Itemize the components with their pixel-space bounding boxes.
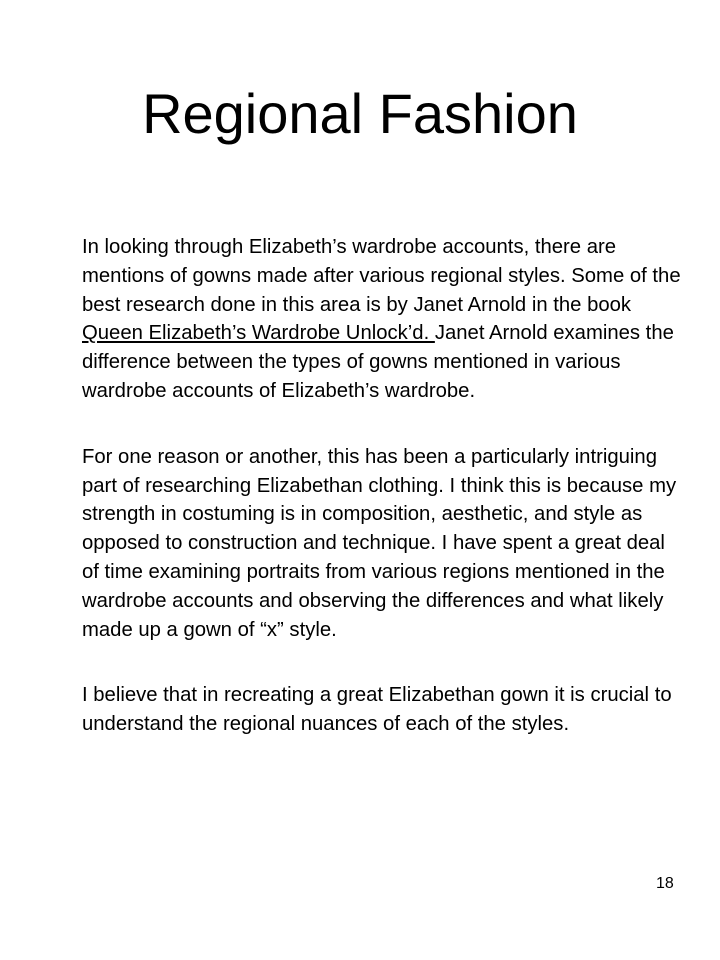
page-number: 18 xyxy=(656,875,674,892)
paragraph-1 xyxy=(82,233,682,406)
paragraph-1-intro: In looking through Elizabeth’s wardrobe accounts, there are mentions of gowns made after various regional styles. Some of the best research done in this area is by Janet Arnold in the book xyxy=(82,236,681,316)
paragraph-2: For one reason or another, this has been a particularly intriguing part of researching Elizabethan clothing. I think this is because my strength in costuming is in composition, aesthetic, and style as opposed to construction and technique. I have spent a great deal of time examining portraits from various regions mentioned in the wardrobe accounts and observing the differences and what likely made up a gown of “x” style. xyxy=(82,445,677,641)
book-title: Queen Elizabeth’s Wardrobe Unlock’d. xyxy=(82,322,435,345)
paragraph-3: I believe that in recreating a great Elizabethan gown it is crucial to understand the regional nuances of each of the styles. xyxy=(82,684,672,736)
paragraph-1-rest: Janet Arnold examines the difference between the types of gowns mentioned in various wardrobe accounts of Elizabeth’s wardrobe. xyxy=(82,322,674,402)
page-title: Regional Fashion xyxy=(142,82,578,145)
body-text xyxy=(82,233,682,776)
